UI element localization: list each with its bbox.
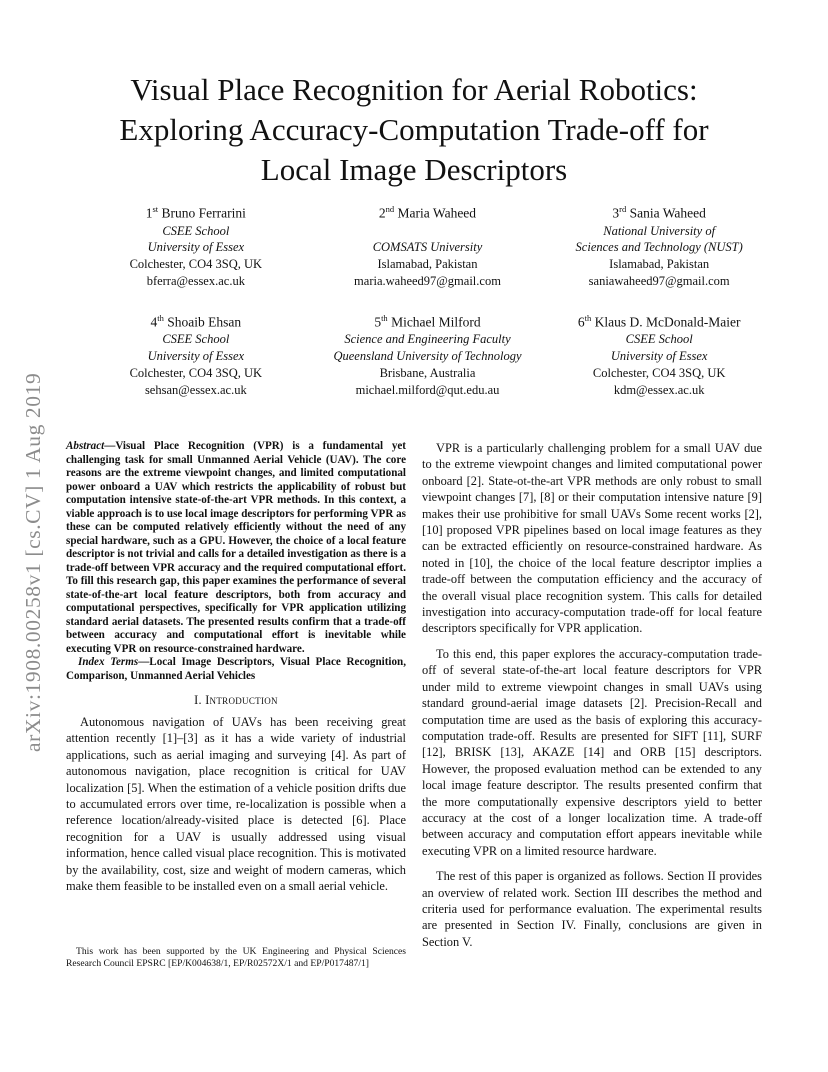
author-institution: University of Essex [147,240,245,255]
author-card [543,200,775,290]
author-email[interactable]: maria.waheed97@gmail.com [354,273,501,288]
author-card [312,309,544,399]
arxiv-identifier[interactable]: arXiv:1908.00258v1 [cs.CV] 1 Aug 2019 [21,372,45,752]
author-institution: Queensland University of Technology [333,348,522,363]
author-card [80,309,312,399]
author-name: 1st Bruno Ferrarini [145,204,246,221]
author-dept [312,223,544,240]
footnote: This work has been supported by the UK Engineering and Physical Sciences Research Council EPSRC [EP/K004638/1, EP/R02572X/1 and EP/P017487/1] [66,946,406,969]
author-card [312,200,544,290]
author-location: Colchester, CO4 3SQ, UK [129,257,263,272]
body-paragraph: Autonomous navigation of UAVs has been receiving great attention recently [1]–[3] as it has a wide variety of industrial applications, such as aerial imaging and surveying [4]. As part of autonomous navigation, place recognition is critical for UAV localization [5]. When the estimation of a vehicle position drifts due to accumulated errors over time, re-localization is possible when a reference location/already-visited place is detected [6]. Place recognition for a UAV is usually addressed using visual information, hence called visual place recognition. This is motivated by the availability, cost, size and weight of modern cameras, which make them feasible to be installed even on a small aerial vehicle. [66,715,406,894]
author-location: Islamabad, Pakistan [377,257,478,272]
author-name: 4th Shoaib Ehsan [150,312,242,330]
author-location: Brisbane, Australia [379,365,476,380]
author-email[interactable]: sehsan@essex.ac.uk [144,382,247,397]
author-name: 3rd Sania Waheed [612,204,706,221]
author-location: Colchester, CO4 3SQ, UK [129,365,263,380]
author-dept: CSEE School [162,332,230,347]
title-line: Visual Place Recognition for Aerial Robotics: [130,72,698,107]
abstract: Abstract—Visual Place Recognition (VPR) is a fundamental yet challenging task for small Unmanned Aerial Vehicle (UAV). The core reasons are the extreme viewpoint changes, and limited computational power onboard a UAV which restricts the applicability of robust but computation intensive state-of-the-art VPR methods. In this context, a viable approach is to use local image descriptors for performing VPR as these can be computed relatively efficiently without the need of any special hardware, such as a GPU. However, the choice of a local feature descriptor is not trivial and calls for a detailed investigation as there is a trade-off between VPR accuracy and the required computational effort. To fill this research gap, this paper examines the performance of several state-of-the-art local feature descriptors, both from accuracy and computational perspectives, specifically for VPR application utilizing standard aerial datasets. The presented results confirm that a trade-off between accuracy and computational effort is inevitable while executing VPR on resource-constrained hardware. [66,440,406,655]
author-card [80,200,312,290]
author-dept: National University of [603,223,716,238]
index-terms: Index Terms—Local Image Descriptors, Visual Place Recognition, Comparison, Unmanned Aerial Vehicles [66,656,407,682]
author-block [80,200,775,398]
author-institution: University of Essex [147,348,245,363]
author-dept: CSEE School [625,332,693,347]
author-email[interactable]: saniawaheed97@gmail.com [588,273,730,288]
right-column [422,440,762,950]
author-institution: University of Essex [610,348,708,363]
author-institution: COMSATS University [372,240,483,255]
left-column [66,440,406,894]
section-heading: I. Introduction [194,693,278,707]
author-location: Islamabad, Pakistan [609,257,710,272]
author-dept: CSEE School [162,223,230,238]
author-email[interactable]: bferra@essex.ac.uk [146,273,245,288]
paper-title [60,70,768,190]
title-line: Exploring Accuracy-Computation Trade-off for [119,112,709,147]
author-dept: Science and Engineering Faculty [344,332,511,347]
author-name: 6th Klaus D. McDonald-Maier [577,312,741,330]
author-location: Colchester, CO4 3SQ, UK [592,365,726,380]
title-line: Local Image Descriptors [260,152,568,187]
author-email[interactable]: michael.milford@qut.edu.au [355,382,500,397]
author-name: 5th Michael Milford [374,312,481,330]
author-email[interactable]: kdm@essex.ac.uk [613,382,705,397]
body-paragraph: To this end, this paper explores the accuracy-computation trade-off of several state-of-the-art local feature descriptors for VPR under mild to extreme viewpoint changes in small UAVs using standard ground-aerial image datasets [2]. Precision-Recall and computation time are used as the basis of exploring this accuracy-computation trade-off. Results are presented for SIFT [11], SURF [12], BRISK [13], AKAZE [14] and ORB [15] descriptors. However, the proposed evaluation method can be extended to any local image feature descriptor. The results presented confirm that the more computationally expensive descriptors yield to better accuracy at the cost of a longer localization time. A trade-off between accuracy and computation effort appears inevitable while executing VPR on a limited resource hardware. [422,646,762,858]
author-name: 2nd Maria Waheed [378,204,477,221]
body-paragraph: VPR is a particularly challenging problem for a small UAV due to the extreme viewpoint changes and limited computational power onboard [2]. State-ot-the-art VPR methods are only robust to small viewpoint changes [7], [8] or their computation intensive nature [9] makes their use prohibitive for small UAVs Some recent works [2], [10] proposed VPR pipelines based on local image features as they can be extracted efficiently on resource-constrained hardware. As noted in [10], the choice of the local feature descriptor implies a trade-off between the computation efficiency and the accuracy of the overall visual place recognition system. This calls for detailed investigation into accuracy-computation trade-off for local feature descriptors specifically for VPR application. [422,441,762,636]
author-card [543,309,775,399]
body-paragraph: The rest of this paper is organized as follows. Section II provides an overview of related work. Section III describes the method and criteria used for performance evaluation. The experimental results are presented in Section IV. Finally, conclusions are given in Section V. [422,869,762,949]
author-institution: Sciences and Technology (NUST) [575,240,743,255]
